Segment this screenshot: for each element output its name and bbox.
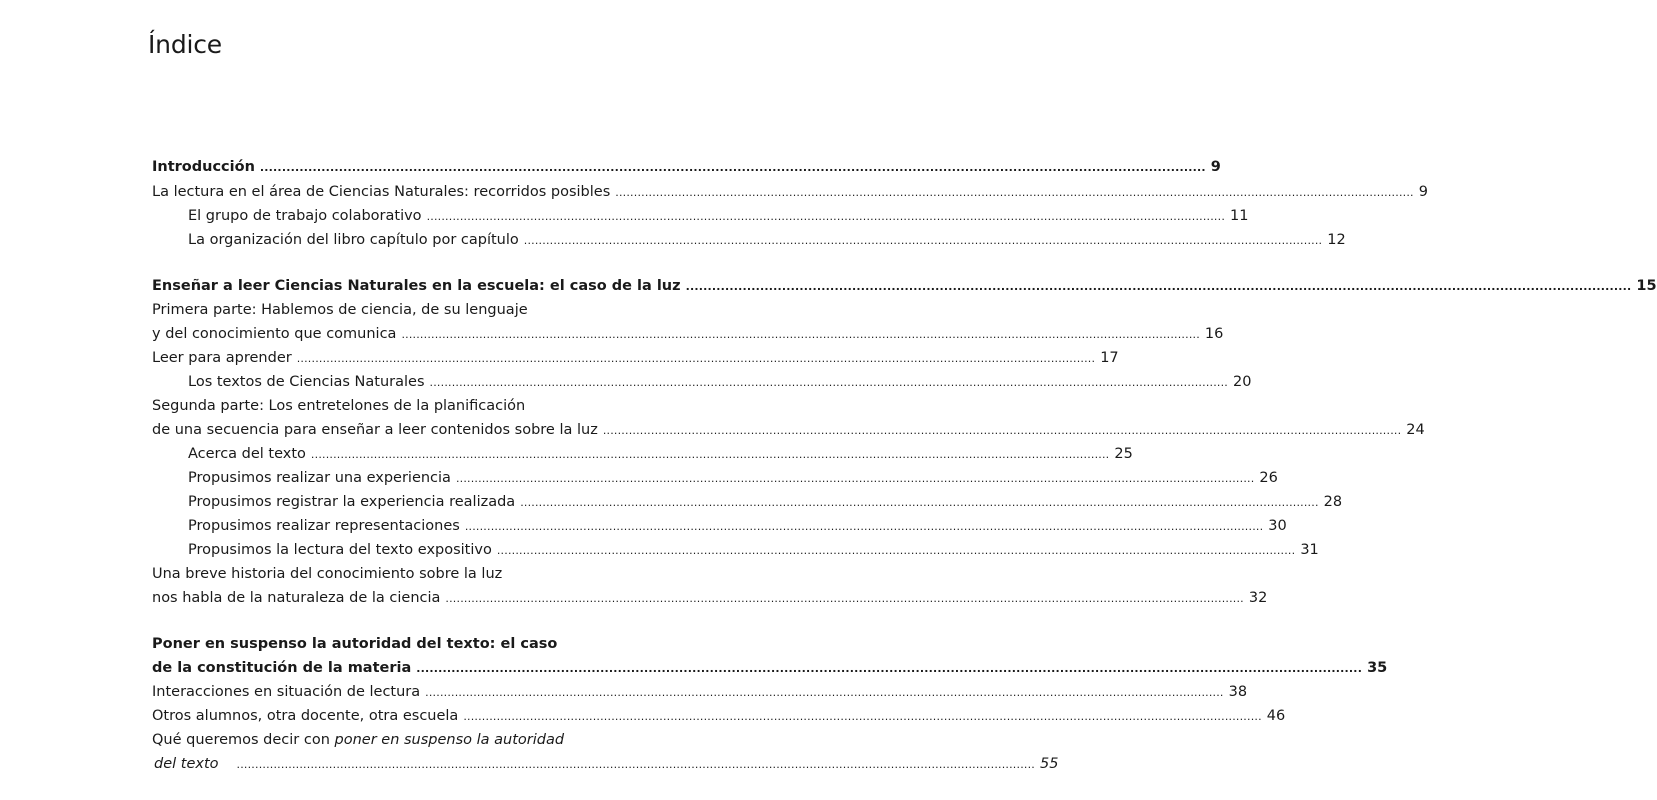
entry-title: Poner en suspenso la autoridad del texto: el caso	[152, 636, 558, 652]
entry-title: de la constitución de la materia	[152, 660, 412, 676]
toc-entry[interactable]	[152, 180, 1428, 204]
dot-leader	[425, 681, 1223, 705]
entry-title: Los textos de Ciencias Naturales	[188, 374, 425, 390]
page-number: 16	[1204, 326, 1224, 342]
entry-title-plain: Qué queremos decir con	[152, 732, 335, 748]
toc-entry[interactable]	[152, 514, 1287, 538]
dot-leader	[430, 371, 1228, 395]
toc-entry[interactable]	[152, 728, 650, 752]
entry-title: Una breve historia del conocimiento sobre la luz	[152, 566, 503, 582]
page-number: 55	[1039, 756, 1059, 772]
dot-leader	[445, 587, 1243, 611]
page-number: 9	[1418, 184, 1428, 200]
toc-entry[interactable]	[152, 586, 1268, 610]
toc-entry[interactable]	[152, 656, 1388, 680]
toc-entry[interactable]	[152, 490, 1343, 514]
page-number: 28	[1323, 494, 1343, 510]
toc-entry[interactable]	[152, 346, 1119, 370]
page-number: 9	[1210, 159, 1221, 175]
dot-leader	[401, 323, 1199, 347]
page-title: Índice	[148, 30, 222, 59]
dot-leader	[465, 515, 1263, 539]
entry-title	[152, 728, 650, 752]
toc-entry[interactable]	[152, 704, 1286, 728]
dot-leader	[497, 539, 1295, 563]
entry-title: La lectura en el área de Ciencias Naturales: recorridos posibles	[152, 184, 611, 200]
toc-entry[interactable]	[152, 370, 1252, 394]
entry-title: Otros alumnos, otra docente, otra escuela	[152, 708, 459, 724]
toc-entry[interactable]	[152, 538, 1319, 562]
dot-leader	[416, 657, 1362, 681]
dot-leader	[686, 275, 1632, 299]
page-number: 30	[1268, 518, 1287, 534]
page-number: 35	[1367, 660, 1388, 676]
entry-title: y del conocimiento que comunica	[152, 326, 397, 342]
toc-entry[interactable]	[152, 466, 1278, 490]
dot-leader	[615, 181, 1413, 205]
page-number: 25	[1114, 446, 1133, 462]
toc-entry[interactable]	[152, 752, 1059, 776]
dot-leader	[463, 705, 1261, 729]
entry-title: Propusimos la lectura del texto expositivo	[188, 542, 492, 558]
entry-title: nos habla de la naturaleza de la ciencia	[152, 590, 441, 606]
page-number: 38	[1228, 684, 1248, 700]
dot-leader	[456, 467, 1254, 491]
entry-title: del texto	[154, 756, 219, 772]
page-number: 12	[1327, 232, 1346, 248]
toc-entry[interactable]	[152, 204, 1249, 228]
entry-title-italic: poner en suspenso la autoridad	[334, 732, 565, 748]
toc-entry[interactable]	[152, 442, 1133, 466]
page-number: 32	[1248, 590, 1268, 606]
entry-title: Interacciones en situación de lectura	[152, 684, 421, 700]
page-number: 15	[1636, 278, 1657, 294]
page-number: 46	[1266, 708, 1286, 724]
dot-leader	[524, 229, 1322, 253]
entry-title: Primera parte: Hablemos de ciencia, de su lenguaje	[152, 302, 528, 318]
entry-title: Propusimos realizar representaciones	[188, 518, 460, 534]
entry-title: Segunda parte: Los entretelones de la planificación	[152, 398, 526, 414]
page-number: 11	[1230, 208, 1249, 224]
toc-entry[interactable]	[152, 228, 1346, 252]
toc-entry[interactable]	[152, 155, 1221, 179]
toc-entry[interactable]	[152, 298, 650, 322]
page-number: 26	[1259, 470, 1278, 486]
toc-entry[interactable]	[152, 418, 1425, 442]
toc-entry[interactable]	[152, 322, 1224, 346]
dot-leader	[427, 205, 1225, 229]
page-number: 20	[1233, 374, 1252, 390]
toc-entry[interactable]	[152, 680, 1248, 704]
dot-leader	[260, 156, 1206, 180]
toc-entry[interactable]	[152, 632, 650, 656]
entry-title: El grupo de trabajo colaborativo	[188, 208, 422, 224]
toc-entry[interactable]	[152, 274, 1657, 298]
entry-title: Enseñar a leer Ciencias Naturales en la escuela: el caso de la luz	[152, 278, 681, 294]
dot-leader	[603, 419, 1401, 443]
page-number: 24	[1406, 422, 1425, 438]
dot-leader	[520, 491, 1318, 515]
entry-title: La organización del libro capítulo por capítulo	[188, 232, 519, 248]
entry-title: de una secuencia para enseñar a leer contenidos sobre la luz	[152, 422, 598, 438]
entry-title: Propusimos realizar una experiencia	[188, 470, 451, 486]
dot-leader	[297, 347, 1095, 371]
entry-title: Introducción	[152, 159, 255, 175]
entry-title: Propusimos registrar la experiencia realizada	[188, 494, 516, 510]
toc-entry[interactable]	[152, 562, 650, 586]
page-number: 17	[1100, 350, 1119, 366]
dot-leader	[311, 443, 1109, 467]
entry-title: Acerca del texto	[188, 446, 306, 462]
toc-entry[interactable]	[152, 394, 650, 418]
entry-title: Leer para aprender	[152, 350, 292, 366]
dot-leader	[237, 753, 1035, 777]
page-number: 31	[1300, 542, 1319, 558]
